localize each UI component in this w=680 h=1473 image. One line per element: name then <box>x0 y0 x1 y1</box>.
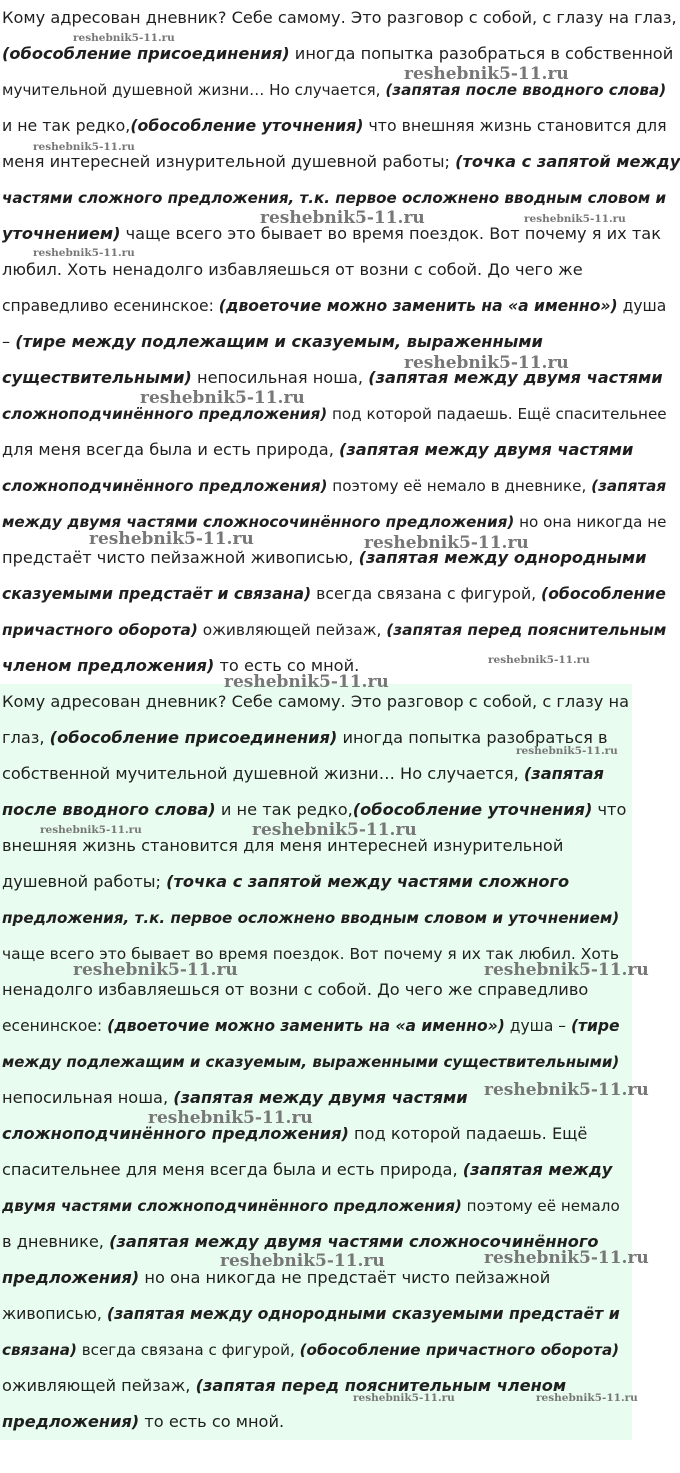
text-segment: что <box>592 800 627 819</box>
text-line <box>2 432 680 468</box>
watermark: reshebnik5-11.ru <box>33 141 135 153</box>
grammar-explanation: (запятая перед пояснительным членом <box>195 1376 567 1395</box>
text-line <box>2 612 680 648</box>
grammar-explanation: между двумя частями сложносочинённого предложения) <box>2 513 515 531</box>
text-line <box>2 1296 632 1332</box>
text-segment: мучительной душевной жизни… Но случается, <box>2 81 386 99</box>
watermark: reshebnik5-11.ru <box>484 1248 649 1268</box>
grammar-explanation: (обособление присоединения) <box>49 728 338 747</box>
grammar-explanation: связана) <box>2 1341 77 1359</box>
grammar-explanation: (обособление уточнения) <box>130 116 364 135</box>
grammar-explanation: существительными) <box>2 368 192 387</box>
text-segment: душа – <box>504 1017 571 1035</box>
watermark: reshebnik5-11.ru <box>220 1251 385 1271</box>
text-line <box>2 0 680 36</box>
grammar-explanation: (запятая между однородными <box>358 548 647 567</box>
text-segment: предстаёт чисто пейзажной живописью, <box>2 548 359 567</box>
text-segment: иногда попытка разобраться в собственной <box>289 44 674 63</box>
text-line <box>2 360 680 396</box>
watermark: reshebnik5-11.ru <box>224 672 389 692</box>
text-line <box>2 1044 632 1080</box>
watermark: reshebnik5-11.ru <box>484 960 649 980</box>
watermark: reshebnik5-11.ru <box>484 1080 649 1100</box>
text-segment: чаще всего это бывает во время поездок. Вот почему я их так <box>120 224 661 243</box>
text-line <box>2 756 632 792</box>
grammar-explanation: (обособление уточнения) <box>352 800 593 819</box>
grammar-explanation: (обособление присоединения) <box>2 44 290 63</box>
watermark: reshebnik5-11.ru <box>488 654 590 666</box>
grammar-explanation: (обособление причастного оборота) <box>299 1341 620 1359</box>
text-line <box>2 576 680 612</box>
grammar-explanation: (обособление <box>541 584 666 603</box>
text-line <box>2 1404 632 1440</box>
grammar-explanation: уточнением) <box>2 224 121 243</box>
text-segment: есенинское: <box>2 1017 108 1035</box>
grammar-explanation: (точка с запятой между частями сложного <box>166 872 570 891</box>
watermark: reshebnik5-11.ru <box>536 1392 638 1404</box>
watermark: reshebnik5-11.ru <box>140 388 305 408</box>
repeated-text-block <box>0 684 632 1440</box>
watermark: reshebnik5-11.ru <box>89 529 254 549</box>
grammar-explanation: (запятая между двумя частями <box>339 440 634 459</box>
watermark: reshebnik5-11.ru <box>364 533 529 553</box>
grammar-explanation: (запятая <box>591 477 667 495</box>
text-segment: иногда попытка разобраться в <box>337 728 608 747</box>
text-segment: но она никогда не <box>514 513 667 531</box>
grammar-explanation: членом предложения) <box>2 656 215 675</box>
grammar-explanation: (запятая после вводного слова) <box>385 81 667 99</box>
text-line <box>2 1008 632 1044</box>
grammar-explanation: между подлежащим и сказуемым, выраженными существительными) <box>2 1053 620 1071</box>
text-line <box>2 1116 632 1152</box>
grammar-explanation: (двоеточие можно заменить на «а именно») <box>218 297 618 315</box>
text-segment: собственной мучительной душевной жизни… Но случается, <box>2 764 524 783</box>
watermark: reshebnik5-11.ru <box>40 824 142 836</box>
text-segment: и не так редко, <box>215 800 353 819</box>
watermark: reshebnik5-11.ru <box>73 32 175 44</box>
watermark: reshebnik5-11.ru <box>353 1392 455 1404</box>
text-segment: – <box>2 332 16 351</box>
grammar-explanation: (двоеточие можно заменить на «а именно») <box>107 1017 505 1035</box>
grammar-explanation: (тире <box>570 1017 620 1035</box>
watermark: reshebnik5-11.ru <box>404 353 569 373</box>
grammar-explanation: предложения, т.к. первое осложнено вводным словом и уточнением) <box>2 909 620 927</box>
text-segment: Кому адресован дневник? Себе самому. Это разговор с собой, с глазу на глаз, <box>2 8 677 27</box>
text-segment: живописью, <box>2 1304 107 1323</box>
grammar-explanation: (тире между подлежащим и сказуемым, выраженными <box>15 332 543 351</box>
text-segment: ненадолго избавляешься от возни с собой. До чего же справедливо <box>2 980 589 999</box>
text-segment: то есть со мной. <box>214 656 360 675</box>
text-segment: но она никогда не предстаёт чисто пейзажной <box>139 1268 551 1287</box>
text-segment: под которой падаешь. Ещё спасительнее <box>327 405 667 423</box>
text-segment: душа <box>617 297 667 315</box>
text-line <box>2 324 680 360</box>
watermark: reshebnik5-11.ru <box>260 208 425 228</box>
text-segment: внешняя жизнь становится для меня интересней изнурительной <box>2 836 564 855</box>
grammar-explanation: сказуемыми предстаёт и связана) <box>2 584 312 603</box>
text-segment: под которой падаешь. Ещё <box>348 1124 588 1143</box>
grammar-explanation: (запятая <box>523 764 604 783</box>
text-segment: чаще всего это бывает во время поездок. Вот почему я их так любил. Хоть <box>2 945 619 963</box>
grammar-explanation: после вводного слова) <box>2 800 216 819</box>
text-segment: оживляющей пейзаж, <box>197 621 387 639</box>
text-line <box>2 468 680 504</box>
text-segment: любил. Хоть ненадолго избавляешься от возни с собой. До чего же <box>2 260 583 279</box>
text-segment: всегда связана с фигурой, <box>311 584 542 603</box>
text-line <box>2 288 680 324</box>
text-line <box>2 864 632 900</box>
grammar-explanation: (запятая между однородными сказуемыми предстаёт и <box>106 1304 620 1323</box>
text-segment: поэтому её немало в дневнике, <box>327 477 592 495</box>
grammar-explanation: предложения) <box>2 1412 140 1431</box>
text-segment: оживляющей пейзаж, <box>2 1376 196 1395</box>
original-text-block <box>0 0 680 684</box>
watermark: reshebnik5-11.ru <box>524 213 626 225</box>
text-segment: и не так редко, <box>2 116 131 135</box>
watermark: reshebnik5-11.ru <box>516 745 618 757</box>
grammar-explanation: (запятая между <box>462 1160 613 1179</box>
text-line <box>2 72 680 108</box>
text-line <box>2 1152 632 1188</box>
grammar-explanation: предложения) <box>2 1268 140 1287</box>
text-segment: душевной работы; <box>2 872 167 891</box>
grammar-explanation: двумя частями сложноподчинённого предложения) <box>2 1197 462 1215</box>
grammar-explanation: сложноподчинённого предложения) <box>2 405 328 423</box>
grammar-explanation: причастного оборота) <box>2 621 198 639</box>
text-segment: глаз, <box>2 728 50 747</box>
text-segment: что внешняя жизнь становится для <box>363 116 667 135</box>
text-segment: всегда связана с фигурой, <box>76 1341 300 1359</box>
text-segment: в дневнике, <box>2 1232 110 1251</box>
text-line <box>2 1188 632 1224</box>
grammar-explanation: (запятая между двумя частями сложносочинённого <box>109 1232 599 1251</box>
grammar-explanation: сложноподчинённого предложения) <box>2 1124 349 1143</box>
text-segment: непосильная ноша, <box>2 1088 174 1107</box>
text-segment: справедливо есенинское: <box>2 297 219 315</box>
text-segment: поэтому её немало <box>461 1197 620 1215</box>
text-line <box>2 108 680 144</box>
grammar-explanation: (запятая между двумя частями <box>173 1088 468 1107</box>
watermark: reshebnik5-11.ru <box>404 64 569 84</box>
grammar-explanation: частями сложного предложения, т.к. первое осложнено вводным словом и <box>2 189 667 207</box>
text-segment: для меня всегда была и есть природа, <box>2 440 339 459</box>
text-segment: то есть со мной. <box>139 1412 285 1431</box>
text-segment: меня интересней изнурительной душевной работы; <box>2 152 456 171</box>
text-segment: Кому адресован дневник? Себе самому. Это разговор с собой, с глазу на <box>2 692 629 711</box>
watermark: reshebnik5-11.ru <box>33 247 135 259</box>
grammar-explanation: (запятая перед пояснительным <box>386 621 667 639</box>
text-line <box>2 900 632 936</box>
grammar-explanation: (точка с запятой между <box>455 152 680 171</box>
watermark: reshebnik5-11.ru <box>73 960 238 980</box>
watermark: reshebnik5-11.ru <box>252 820 417 840</box>
grammar-explanation: сложноподчинённого предложения) <box>2 477 328 495</box>
grammar-explanation: (запятая между двумя частями <box>368 368 663 387</box>
text-line <box>2 1332 632 1368</box>
watermark: reshebnik5-11.ru <box>148 1108 313 1128</box>
text-segment: непосильная ноша, <box>191 368 369 387</box>
text-segment: спасительнее для меня всегда была и есть природа, <box>2 1160 463 1179</box>
text-line <box>2 396 680 432</box>
